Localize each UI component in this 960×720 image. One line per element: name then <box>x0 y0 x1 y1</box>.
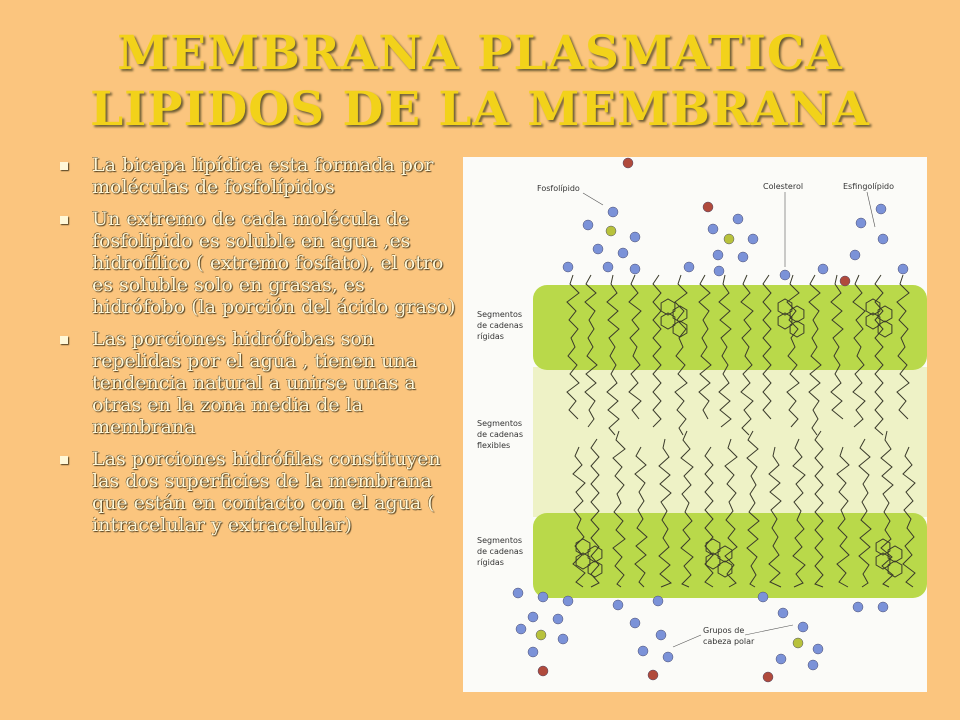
head-atom <box>714 266 724 276</box>
head-atom <box>653 596 663 606</box>
bullet-marker-icon <box>60 216 68 224</box>
leader-line <box>867 192 875 227</box>
label-flex-3: flexibles <box>477 441 511 450</box>
bullet-marker-icon <box>60 456 68 464</box>
membrane-diagram-svg <box>463 157 927 692</box>
bullet-item <box>58 208 463 318</box>
head-atom <box>853 602 863 612</box>
label-polar-1: Grupos de <box>703 626 745 635</box>
bullet-marker-icon <box>60 162 68 170</box>
head-atom <box>738 252 748 262</box>
head-atom <box>708 224 718 234</box>
label-polar-2: cabeza polar <box>703 637 755 646</box>
label-flex-1: Segmentos <box>477 419 523 428</box>
head-atom <box>528 612 538 622</box>
head-atom <box>618 248 628 258</box>
head-atom <box>608 207 618 217</box>
bullet-text: Un extremo de cada molécula de fosfolipido es soluble en agua ,es hidrofílico ( extremo fosfato), el otro es soluble solo en grasas, es hidrófobo (la porción del ácido graso) <box>92 208 456 318</box>
head-atom <box>758 592 768 602</box>
head-atom <box>563 596 573 606</box>
head-atom <box>538 666 548 676</box>
head-atom <box>778 608 788 618</box>
head-atom <box>763 672 773 682</box>
leader-line <box>745 625 793 635</box>
head-atom <box>563 262 573 272</box>
head-atom <box>878 602 888 612</box>
head-atom <box>776 654 786 664</box>
label-rigid-bot-3: rígidas <box>477 558 504 567</box>
head-atom <box>538 592 548 602</box>
head-atom <box>603 262 613 272</box>
head-atom <box>630 232 640 242</box>
bullet-text: Las porciones hidrófilas constituyen las dos superficies de la membrana que están en contacto con el agua ( intracelular y extracelular) <box>92 448 441 536</box>
head-atom <box>630 618 640 628</box>
head-atom <box>703 202 713 212</box>
rigid-band-top <box>533 285 927 370</box>
head-atom <box>513 588 523 598</box>
head-atom <box>733 214 743 224</box>
label-rigid-top-3: rígidas <box>477 332 504 341</box>
bullet-item <box>58 328 463 438</box>
label-flex-2: de cadenas <box>477 430 523 439</box>
head-atom <box>898 264 908 274</box>
label-esfingolipido: Esfingolípido <box>843 182 895 191</box>
head-atom <box>663 652 673 662</box>
head-atom <box>808 660 818 670</box>
head-atom <box>516 624 526 634</box>
head-atom <box>748 234 758 244</box>
head-atom <box>606 226 616 236</box>
head-atom <box>856 218 866 228</box>
head-atom <box>656 630 666 640</box>
head-atom <box>593 244 603 254</box>
label-fosfolipido: Fosfolípido <box>537 184 580 193</box>
label-rigid-bot-2: de cadenas <box>477 547 523 556</box>
title-line-2: LIPIDOS DE LA MEMBRANA <box>90 82 870 137</box>
head-atom <box>528 647 538 657</box>
head-atom <box>558 634 568 644</box>
label-rigid-bot-1: Segmentos <box>477 536 523 545</box>
head-atom <box>623 158 633 168</box>
head-atom <box>818 264 828 274</box>
head-atom <box>850 250 860 260</box>
bullet-item <box>58 448 463 536</box>
label-colesterol: Colesterol <box>763 182 804 191</box>
bullet-list <box>58 154 463 546</box>
head-atom <box>878 234 888 244</box>
slide-title <box>0 26 960 138</box>
bullet-item <box>58 154 463 198</box>
head-atom <box>813 644 823 654</box>
head-atom <box>684 262 694 272</box>
head-atom <box>876 204 886 214</box>
head-atom <box>583 220 593 230</box>
head-atom <box>630 264 640 274</box>
head-atom <box>613 600 623 610</box>
label-rigid-top-1: Segmentos <box>477 310 523 319</box>
head-atom <box>536 630 546 640</box>
head-atom <box>724 234 734 244</box>
leader-line <box>583 193 603 205</box>
head-atom <box>638 646 648 656</box>
bullet-marker-icon <box>60 336 68 344</box>
leader-line <box>673 635 701 647</box>
membrane-diagram <box>463 157 927 692</box>
head-atom <box>793 638 803 648</box>
head-atom <box>713 250 723 260</box>
head-atom <box>553 614 563 624</box>
title-line-1: MEMBRANA PLASMATICA <box>117 26 843 81</box>
bullet-text: Las porciones hidrófobas son repelidas por el agua , tienen una tendencia natural a unirse unas a otras en la zona media de la membrana <box>92 328 417 438</box>
head-atom <box>648 670 658 680</box>
head-atom <box>840 276 850 286</box>
head-atom <box>780 270 790 280</box>
bullet-text: La bicapa lipídica esta formada por moléculas de fosfolípidos <box>92 154 434 198</box>
head-atom <box>798 622 808 632</box>
label-rigid-top-2: de cadenas <box>477 321 523 330</box>
